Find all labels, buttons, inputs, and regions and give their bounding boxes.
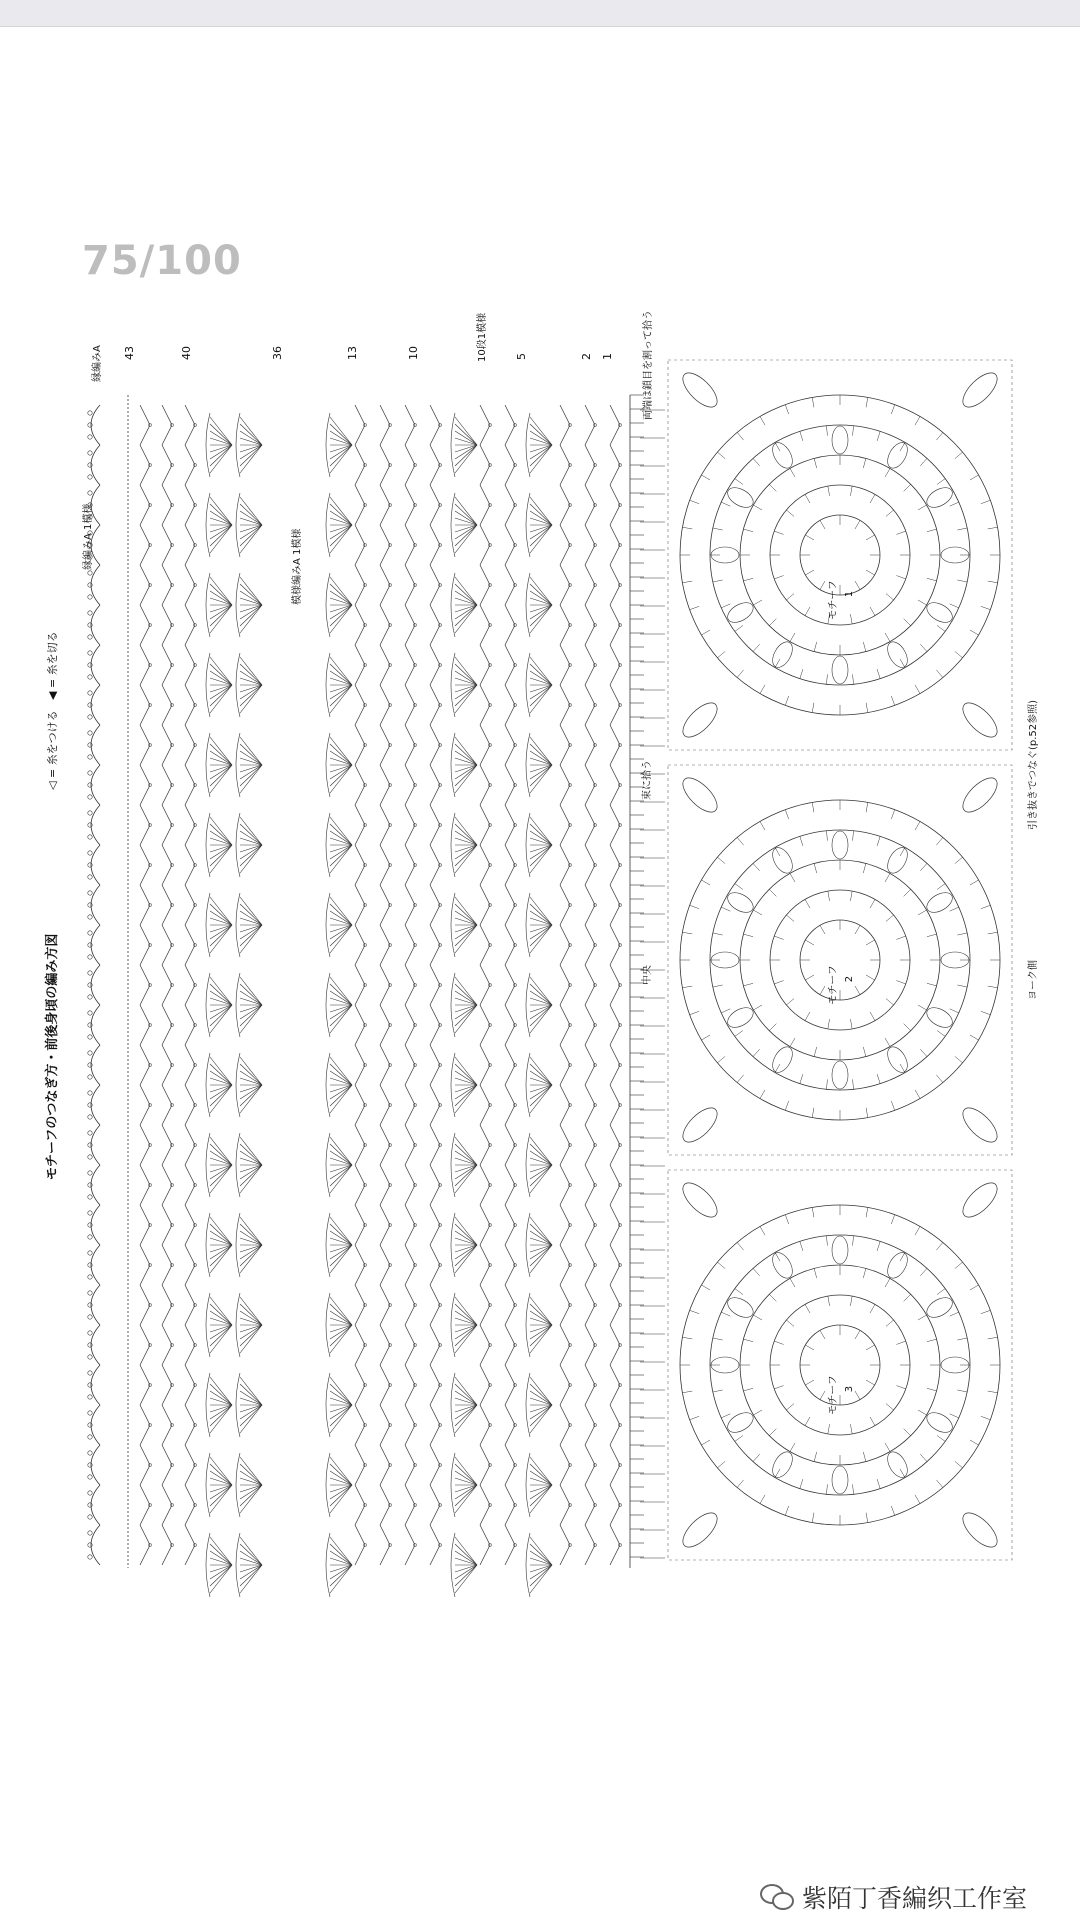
stitch-band [185, 405, 197, 1565]
stitch-band [140, 405, 152, 1565]
both-ends-note: 両端は鎖目を割って拾う [643, 310, 654, 420]
motif-1-number: 1 [844, 590, 855, 598]
watermark [760, 1880, 1027, 1914]
stitch-band [560, 405, 572, 1565]
chart-title: モチーフのつなぎ方・前後身頃の編み方図 [45, 933, 60, 1180]
ten-rows-label: 10段1模様 [477, 312, 488, 362]
motif-3-number: 3 [844, 1385, 855, 1393]
stitch-band [405, 405, 417, 1565]
motif-3 [668, 1170, 1012, 1560]
legend-attach: ◁ = 糸をつける [46, 710, 59, 790]
watermark-text: 紫陌丁香編织工作室 [802, 1884, 1028, 1913]
join-note: 引き抜きでつなぐ(p.52参照) [1028, 699, 1039, 830]
stitch-band [88, 405, 100, 1565]
row-num-5: 5 [515, 353, 528, 360]
motif-2-number: 2 [844, 975, 855, 983]
stitch-band [355, 405, 367, 1565]
stitch-band [610, 405, 622, 1565]
row-num-13: 13 [346, 346, 359, 360]
row-num-43: 43 [123, 346, 136, 360]
motif-2 [668, 765, 1012, 1155]
legend-cut: ◀ = 糸を切る [46, 631, 59, 700]
stitch-band [451, 413, 477, 1597]
pattern-repeat-label: 模様編みA 1模様 [292, 528, 303, 605]
edge-label: 縁編みA [92, 345, 103, 382]
edge-repeat-label: 縁編みA 1模様 [83, 503, 94, 570]
center-note: 中央 [642, 965, 653, 985]
stitch-band [480, 405, 492, 1565]
row-num-2: 2 [580, 353, 593, 360]
stitch-band [585, 405, 597, 1565]
stitch-band [236, 413, 262, 1597]
stitch-band [430, 405, 442, 1565]
stitch-band [206, 413, 232, 1597]
motif-2-label: モチーフ [828, 965, 839, 1005]
row-num-1: 1 [601, 353, 614, 360]
stitch-band [162, 405, 174, 1565]
row-num-10: 10 [407, 346, 420, 360]
stitch-band [505, 405, 517, 1565]
row-num-40: 40 [180, 346, 193, 360]
yoke-side-label: ヨーク側 [1028, 960, 1039, 1000]
motif-3-label: モチーフ [828, 1375, 839, 1415]
stitch-band [526, 413, 552, 1597]
bundle-note: 束に拾う [642, 760, 653, 800]
stitch-band [380, 405, 392, 1565]
motif-1-label: モチーフ [828, 580, 839, 620]
page-counter: 75/100 [82, 238, 242, 284]
row-num-36: 36 [271, 346, 284, 360]
motif-1 [668, 360, 1012, 750]
wechat-icon [760, 1884, 794, 1910]
stitch-band [326, 413, 352, 1597]
